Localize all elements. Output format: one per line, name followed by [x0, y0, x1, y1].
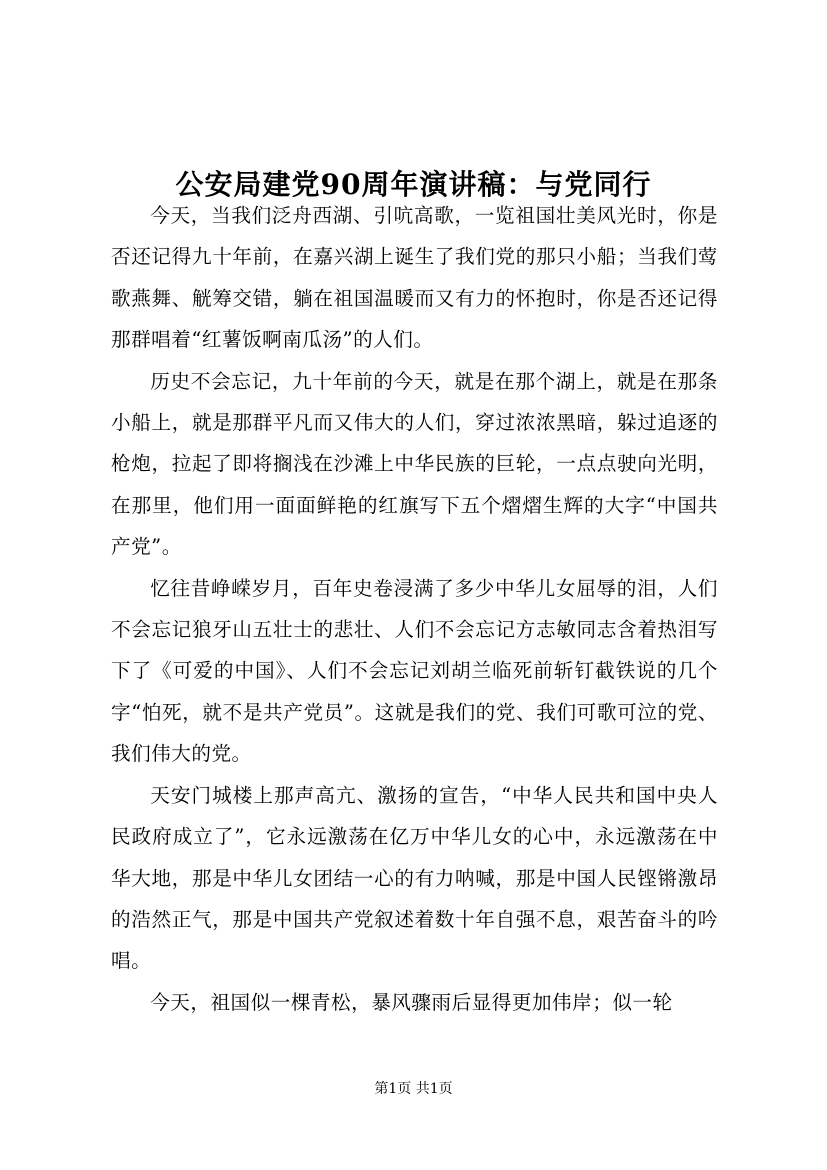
paragraph: 历史不会忘记，九十年前的今天，就是在那个湖上，就是在那条小船上，就是那群平凡而又伟大的人们，穿过浓浓黑暗，躲过追逐的枪炮，拉起了即将搁浅在沙滩上中华民族的巨轮，一点点驶向光明，在那里，他们用一面面鲜艳的红旗写下五个熠熠生辉的大字“中国共产党”。 [111, 369, 718, 559]
page-number-footer: 第1页 共1页 [374, 1081, 453, 1097]
paragraph: 忆往昔峥嵘岁月，百年史卷浸满了多少中华儿女屈辱的泪，人们不会忘记狼牙山五壮士的悲壮、人们不会忘记方志敏同志含着热泪写下了《可爱的中国》、人们不会忘记刘胡兰临死前斩钉截铁说的几个字“怕死，就不是共产党员”。这就是我们的党、我们可歌可泣的党、我们伟大的党。 [111, 576, 718, 766]
paragraph: 天安门城楼上那声高亢、激扬的宣告，“中华人民共和国中央人民政府成立了”，它永远激荡在亿万中华儿女的心中，永远激荡在中华大地，那是中华儿女团结一心的有力呐喊，那是中国人民铿锵激昂的浩然正气，那是中国共产党叙述着数十年自强不息，艰苦奋斗的吟唱。 [111, 783, 718, 973]
paragraph: 今天，祖国似一棵青松，暴风骤雨后显得更加伟岸；似一轮 [150, 990, 673, 1014]
paragraph: 今天，当我们泛舟西湖、引吭高歌，一览祖国壮美风光时，你是否还记得九十年前，在嘉兴湖上诞生了我们党的那只小船；当我们莺歌燕舞、觥筹交错，躺在祖国温暖而又有力的怀抱时，你是否还记得那群唱着“红薯饭啊南瓜汤”的人们。 [111, 204, 718, 352]
document-body [111, 195, 718, 1023]
document-title: 公安局建党90周年演讲稿：与党同行 [175, 167, 652, 201]
